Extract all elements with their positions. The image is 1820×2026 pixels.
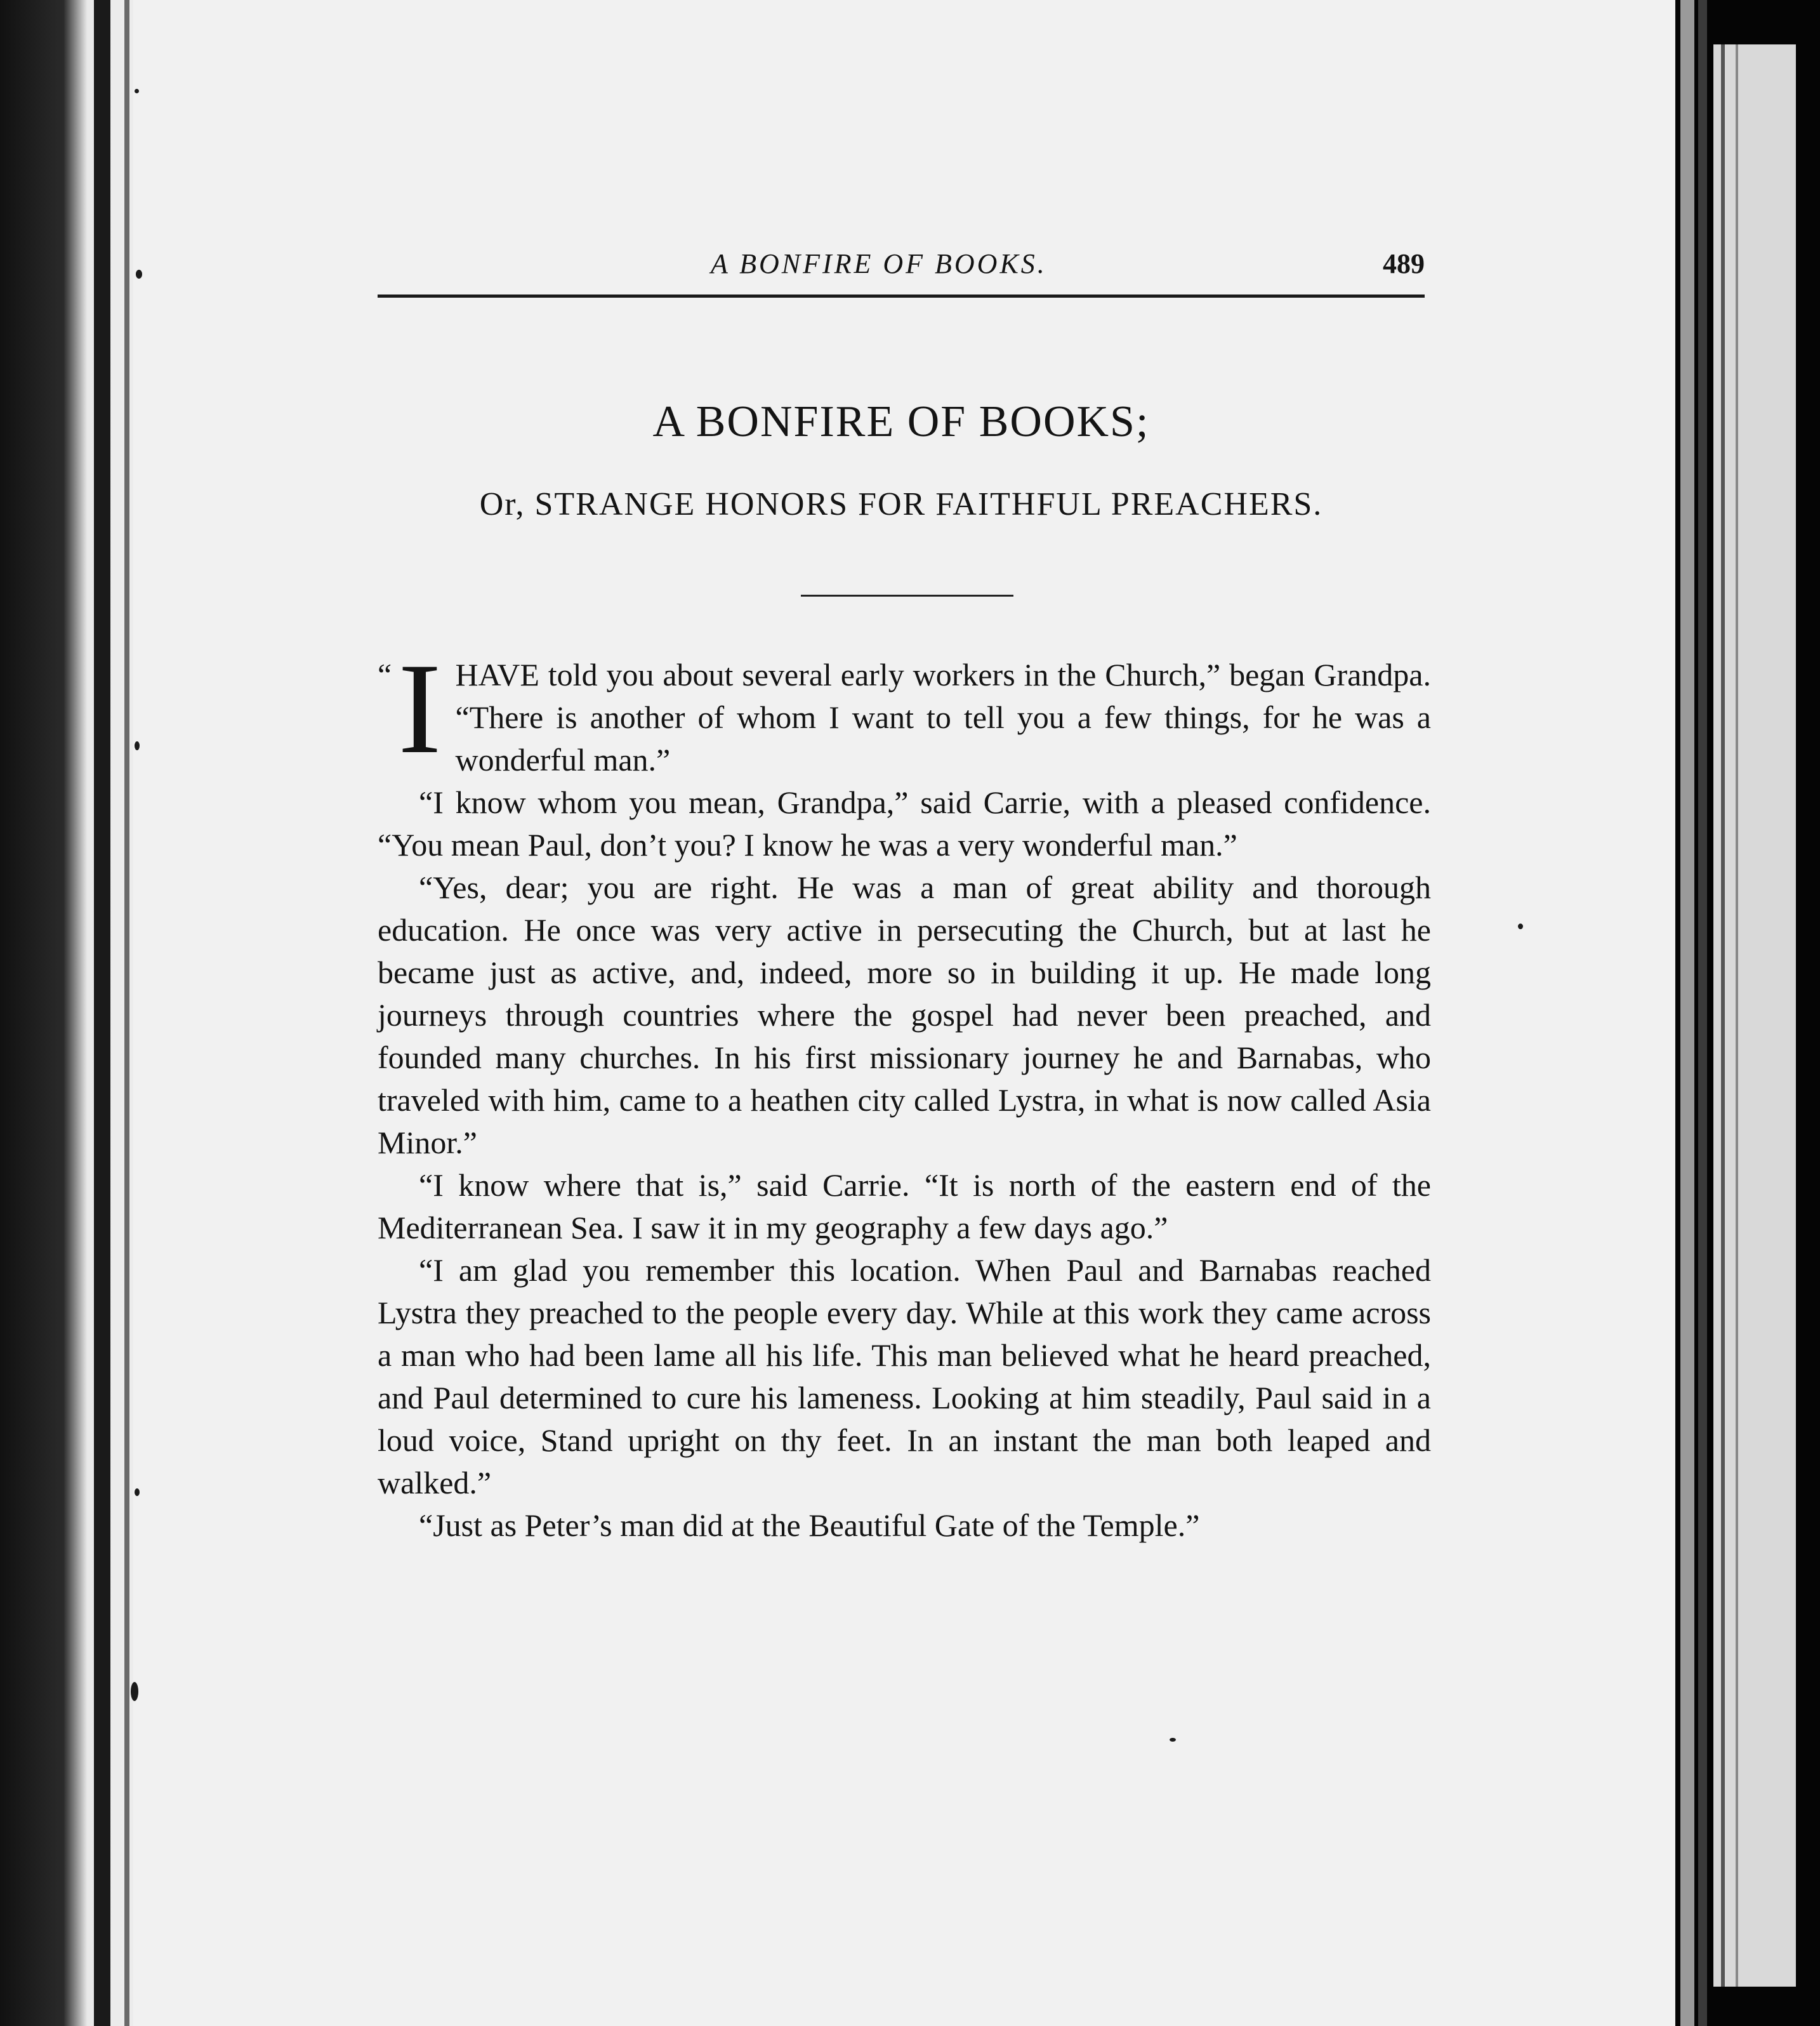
page-edge-strip [1680, 0, 1694, 2026]
paragraph [378, 637, 1431, 781]
running-head-title: A BONFIRE OF BOOKS. [711, 248, 1047, 279]
header-rule [378, 295, 1425, 298]
chapter-title: A BONFIRE OF BOOKS; [652, 397, 1150, 446]
scan-speck [135, 89, 139, 93]
page-edge-strip [1736, 44, 1738, 1987]
binding-edge [124, 0, 129, 2026]
scan-speck [1170, 1738, 1176, 1742]
page-edge-strip [1721, 44, 1725, 1987]
paragraph: “I know where that is,” said Carrie. “It is north of the eastern end of the Mediterranean Sea. I saw it in my geography a few days ago.” [378, 1167, 1431, 1245]
scan-speck [136, 270, 142, 279]
opening-quote: “ [378, 657, 392, 692]
binding-shadow [94, 0, 110, 2026]
paragraph: “Just as Peter’s man did at the Beautiful Gate of the Temple.” [419, 1507, 1200, 1543]
body-text [378, 637, 1431, 1547]
paragraph-text: HAVE told you about several early workers in the Church,” began Grandpa. “There is another of whom I want to tell you a few things, for he was a wonderful man.” [455, 657, 1431, 778]
drop-cap: I [398, 637, 442, 781]
scan-speck [135, 1488, 140, 1496]
section-divider [801, 595, 1013, 597]
scan-speck [135, 741, 140, 750]
page-number: 489 [1383, 248, 1425, 279]
running-head [378, 248, 1425, 286]
paragraph: “I am glad you remember this location. When Paul and Barnabas reached Lystra they preached to the people every day. While at this work they came across a man who had been lame all his life. This man believed what he heard preached, and Paul determined to cure his lameness. Looking at him steadily, Paul said in a loud voice, Stand upright on thy feet. In an instant the man both leaped and walked.” [378, 1252, 1431, 1500]
page-edge-strip [1698, 0, 1707, 2026]
paragraph: “I know whom you mean, Grandpa,” said Carrie, with a pleased confidence. “You mean Paul, don’t you? I know he was a very wonderful man.” [378, 785, 1431, 863]
scan-speck [131, 1682, 138, 1701]
page-edge-strip [1713, 44, 1796, 1987]
scan-speck [1518, 924, 1523, 929]
paragraph: “Yes, dear; you are right. He was a man of great ability and thorough education. He once was very active in persecuting the Church, but at last he became just as active, and, indeed, more so in building it up. He made long journeys through countries where the gospel had never been preached, and founded many churches. In his first missionary journey he and Barnabas, who traveled with him, came to a heathen city called Lystra, in what is now called Asia Minor.” [378, 870, 1431, 1160]
chapter-subtitle: Or, STRANGE HONORS FOR FAITHFUL PREACHERS. [479, 486, 1323, 522]
